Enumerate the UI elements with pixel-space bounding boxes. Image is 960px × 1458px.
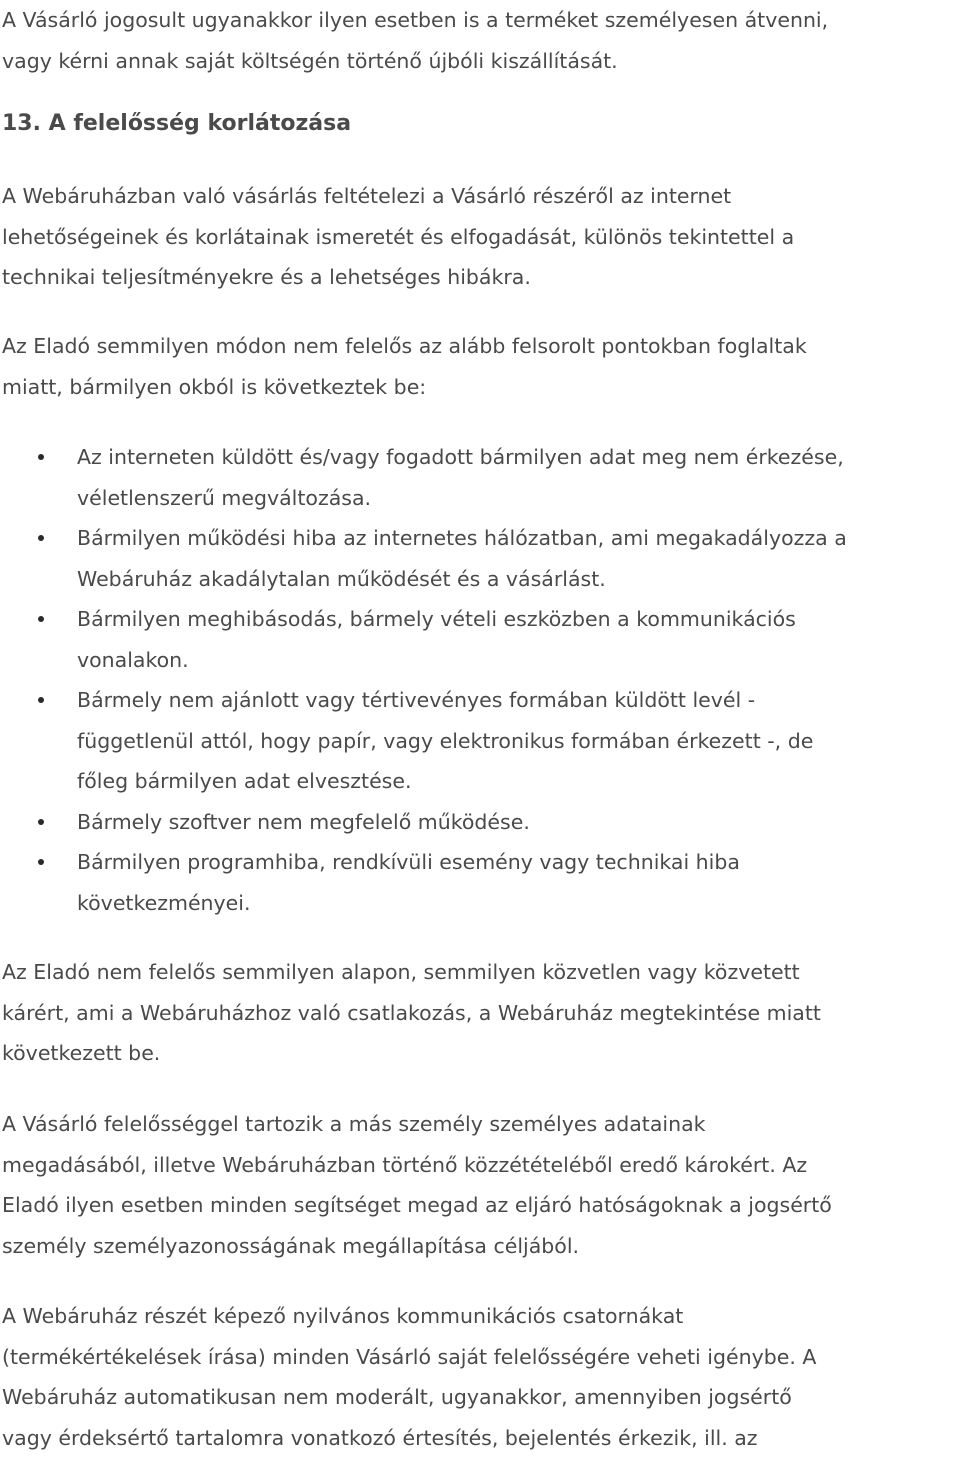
text-line: következményei. [77,883,960,924]
list-item [0,680,960,802]
text-line: A Webáruház részét képező nyilvános kommunikációs csatornákat [2,1296,958,1337]
paragraph-internet-conditions [2,176,958,298]
paragraph-no-damages [2,952,958,1074]
text-line: vonalakon. [77,640,960,681]
text-line: vagy kérni annak saját költségén történő újbóli kiszállítását. [2,41,958,82]
text-line: Webáruház automatikusan nem moderált, ugyanakkor, amennyiben jogsértő [2,1377,958,1418]
liability-exclusion-list [0,437,960,923]
intro-paragraph [2,0,958,81]
text-line: (termékértékelések írása) minden Vásárló saját felelősségére veheti igénybe. A [2,1337,958,1378]
text-line: főleg bármilyen adat elvesztése. [77,761,960,802]
text-line: személy személyazonosságának megállapítása céljából. [2,1226,958,1267]
text-line: Bármely nem ajánlott vagy tértivevényes formában küldött levél - [77,680,960,721]
text-line: Webáruház akadálytalan működését és a vásárlást. [77,559,960,600]
text-line: véletlenszerű megváltozása. [77,478,960,519]
text-line: Bármilyen meghibásodás, bármely vételi eszközben a kommunikációs [77,599,960,640]
list-item [0,437,960,518]
text-line: függetlenül attól, hogy papír, vagy elektronikus formában érkezett -, de [77,721,960,762]
text-line: miatt, bármilyen okból is következtek be: [2,367,958,408]
text-line: Az interneten küldött és/vagy fogadott bármilyen adat meg nem érkezése, [77,437,960,478]
text-line: kárért, ami a Webáruházhoz való csatlakozás, a Webáruház megtekintése miatt [2,993,958,1034]
section-heading: 13. A felelősség korlátozása [2,104,351,144]
list-item [0,599,960,680]
text-line: A Webáruházban való vásárlás feltételezi a Vásárló részéről az internet [2,176,958,217]
text-line: Bármilyen programhiba, rendkívüli esemény vagy technikai hiba [77,842,960,883]
text-line: megadásából, illetve Webáruházban történő közzétételéből eredő károkért. Az [2,1145,958,1186]
bullet-icon [38,819,44,825]
text-line: technikai teljesítményekre és a lehetséges hibákra. [2,257,958,298]
text-line: A Vásárló felelősséggel tartozik a más személy személyes adatainak [2,1104,958,1145]
paragraph-seller-not-liable [2,326,958,407]
text-line: Bármely szoftver nem megfelelő működése. [77,802,960,843]
bullet-icon [38,616,44,622]
paragraph-communication-channels [2,1296,958,1458]
text-line: vagy érdeksértő tartalomra vonatkozó értesítés, bejelentés érkezik, ill. az [2,1418,958,1458]
bullet-icon [38,697,44,703]
bullet-icon [38,454,44,460]
text-line: Bármilyen működési hiba az internetes hálózatban, ami megakadályozza a [77,518,960,559]
list-item [0,518,960,599]
text-line: Eladó ilyen esetben minden segítséget megad az eljáró hatóságoknak a jogsértő [2,1185,958,1226]
list-item [0,802,960,843]
text-line: lehetőségeinek és korlátainak ismeretét és elfogadását, különös tekintettel a [2,217,958,258]
text-line: Az Eladó nem felelős semmilyen alapon, semmilyen közvetlen vagy közvetett [2,952,958,993]
list-item [0,842,960,923]
text-line: A Vásárló jogosult ugyanakkor ilyen esetben is a terméket személyesen átvenni, [2,0,958,41]
bullet-icon [38,535,44,541]
bullet-icon [38,859,44,865]
text-line: Az Eladó semmilyen módon nem felelős az alább felsorolt pontokban foglaltak [2,326,958,367]
paragraph-buyer-responsibility [2,1104,958,1266]
text-line: következett be. [2,1033,958,1074]
